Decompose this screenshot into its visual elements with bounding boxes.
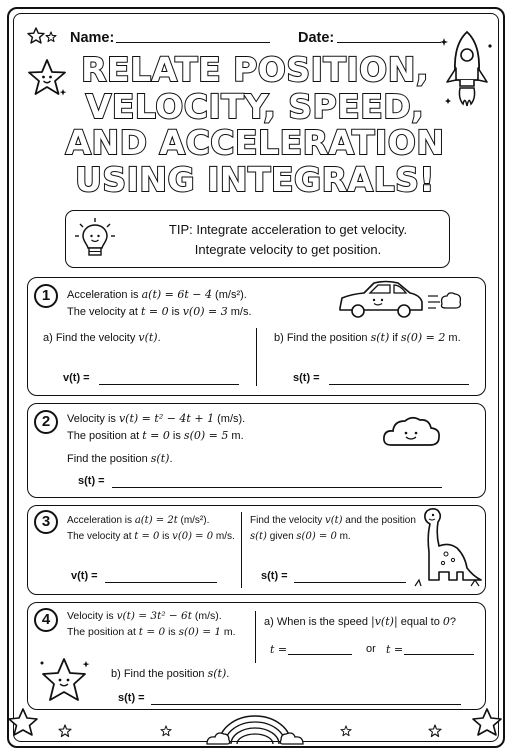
star-icon bbox=[428, 724, 442, 738]
problem-2-task: Find the position s(t). bbox=[67, 452, 173, 465]
or-label: or bbox=[366, 643, 376, 655]
rainbow-icon bbox=[205, 712, 305, 746]
problem-1-part-a: a) Find the velocity v(t). bbox=[43, 331, 161, 344]
date-label: Date: bbox=[298, 30, 335, 46]
star-icon bbox=[160, 725, 172, 737]
star-icon bbox=[26, 26, 46, 46]
title-line-2: VELOCITY, SPEED, bbox=[85, 86, 425, 126]
column-divider bbox=[255, 611, 256, 663]
column-divider bbox=[241, 512, 242, 588]
star-icon bbox=[6, 706, 40, 740]
answer-label-a: v(t) = bbox=[63, 372, 90, 384]
problem-1-part-b: b) Find the position s(t) if s(0) = 2 m. bbox=[274, 331, 461, 344]
problem-number: 3 bbox=[34, 510, 58, 534]
problem-number: 1 bbox=[34, 284, 58, 308]
answer-label: s(t) = bbox=[78, 475, 105, 487]
cloud-icon bbox=[381, 413, 443, 451]
answer-line-b[interactable] bbox=[151, 704, 461, 705]
title-line-3: AND ACCELERATION bbox=[65, 123, 445, 162]
problem-4-part-a: a) When is the speed |v(t)| equal to 0? bbox=[264, 615, 457, 628]
smiling-star-icon bbox=[36, 655, 92, 709]
tip-box bbox=[65, 210, 450, 268]
problem-3-box bbox=[27, 505, 486, 595]
name-field[interactable] bbox=[116, 42, 270, 43]
problem-4-part-b: b) Find the position s(t). bbox=[111, 667, 230, 680]
problem-2-box bbox=[27, 403, 486, 498]
answer-line-b[interactable] bbox=[329, 384, 469, 385]
problem-3-given: Acceleration is a(t) = 2t (m/s²). The velocity at t = 0 is v(0) = 0 m/s. bbox=[67, 515, 235, 542]
problem-2-given: Velocity is v(t) = t² − 4t + 1 (m/s). The position at t = 0 is s(0) = 5 m. bbox=[67, 412, 246, 442]
answer-line-b[interactable] bbox=[294, 582, 406, 583]
column-divider bbox=[256, 328, 257, 386]
answer-label-a: v(t) = bbox=[71, 570, 98, 582]
worksheet-title bbox=[50, 52, 460, 198]
answer-line-a[interactable] bbox=[105, 582, 217, 583]
problem-number: 4 bbox=[34, 608, 58, 632]
problem-4-box bbox=[27, 602, 486, 710]
t-label-2: t = bbox=[386, 643, 404, 656]
problem-1-box bbox=[27, 277, 486, 396]
star-icon bbox=[340, 725, 352, 737]
tip-line-1: TIP: Integrate acceleration to get velocity. bbox=[168, 222, 408, 237]
problem-4-given: Velocity is v(t) = 3t² − 6t (m/s). The position at t = 0 is s(0) = 1 m. bbox=[67, 610, 236, 638]
answer-label-b: s(t) = bbox=[293, 372, 320, 384]
date-field[interactable] bbox=[337, 42, 441, 43]
lightbulb-icon bbox=[74, 217, 116, 261]
answer-label-b: s(t) = bbox=[118, 692, 145, 704]
car-icon bbox=[336, 278, 464, 324]
answer-line-a[interactable] bbox=[99, 384, 239, 385]
star-icon bbox=[45, 31, 57, 43]
tip-text bbox=[138, 220, 438, 260]
tip-line-2: Integrate velocity to get position. bbox=[194, 242, 382, 257]
star-icon bbox=[470, 706, 504, 740]
star-icon bbox=[58, 724, 72, 738]
problem-1-given: Acceleration is a(t) = 6t − 4 (m/s²). The velocity at t = 0 is v(0) = 3 m/s. bbox=[67, 288, 252, 318]
title-line-1: RELATE POSITION, bbox=[81, 50, 429, 89]
problem-3-task: Find the velocity v(t) and the position s(t) given s(0) = 0 m. bbox=[250, 515, 416, 542]
answer-line-t2[interactable] bbox=[404, 654, 474, 655]
problem-number: 2 bbox=[34, 410, 58, 434]
answer-label-b: s(t) = bbox=[261, 570, 288, 582]
answer-line-t1[interactable] bbox=[288, 654, 352, 655]
title-line-4: USING INTEGRALS! bbox=[75, 159, 435, 199]
t-label-1: t = bbox=[270, 643, 288, 656]
name-label: Name: bbox=[70, 30, 115, 46]
answer-line[interactable] bbox=[112, 487, 442, 488]
dinosaur-icon bbox=[413, 500, 483, 594]
